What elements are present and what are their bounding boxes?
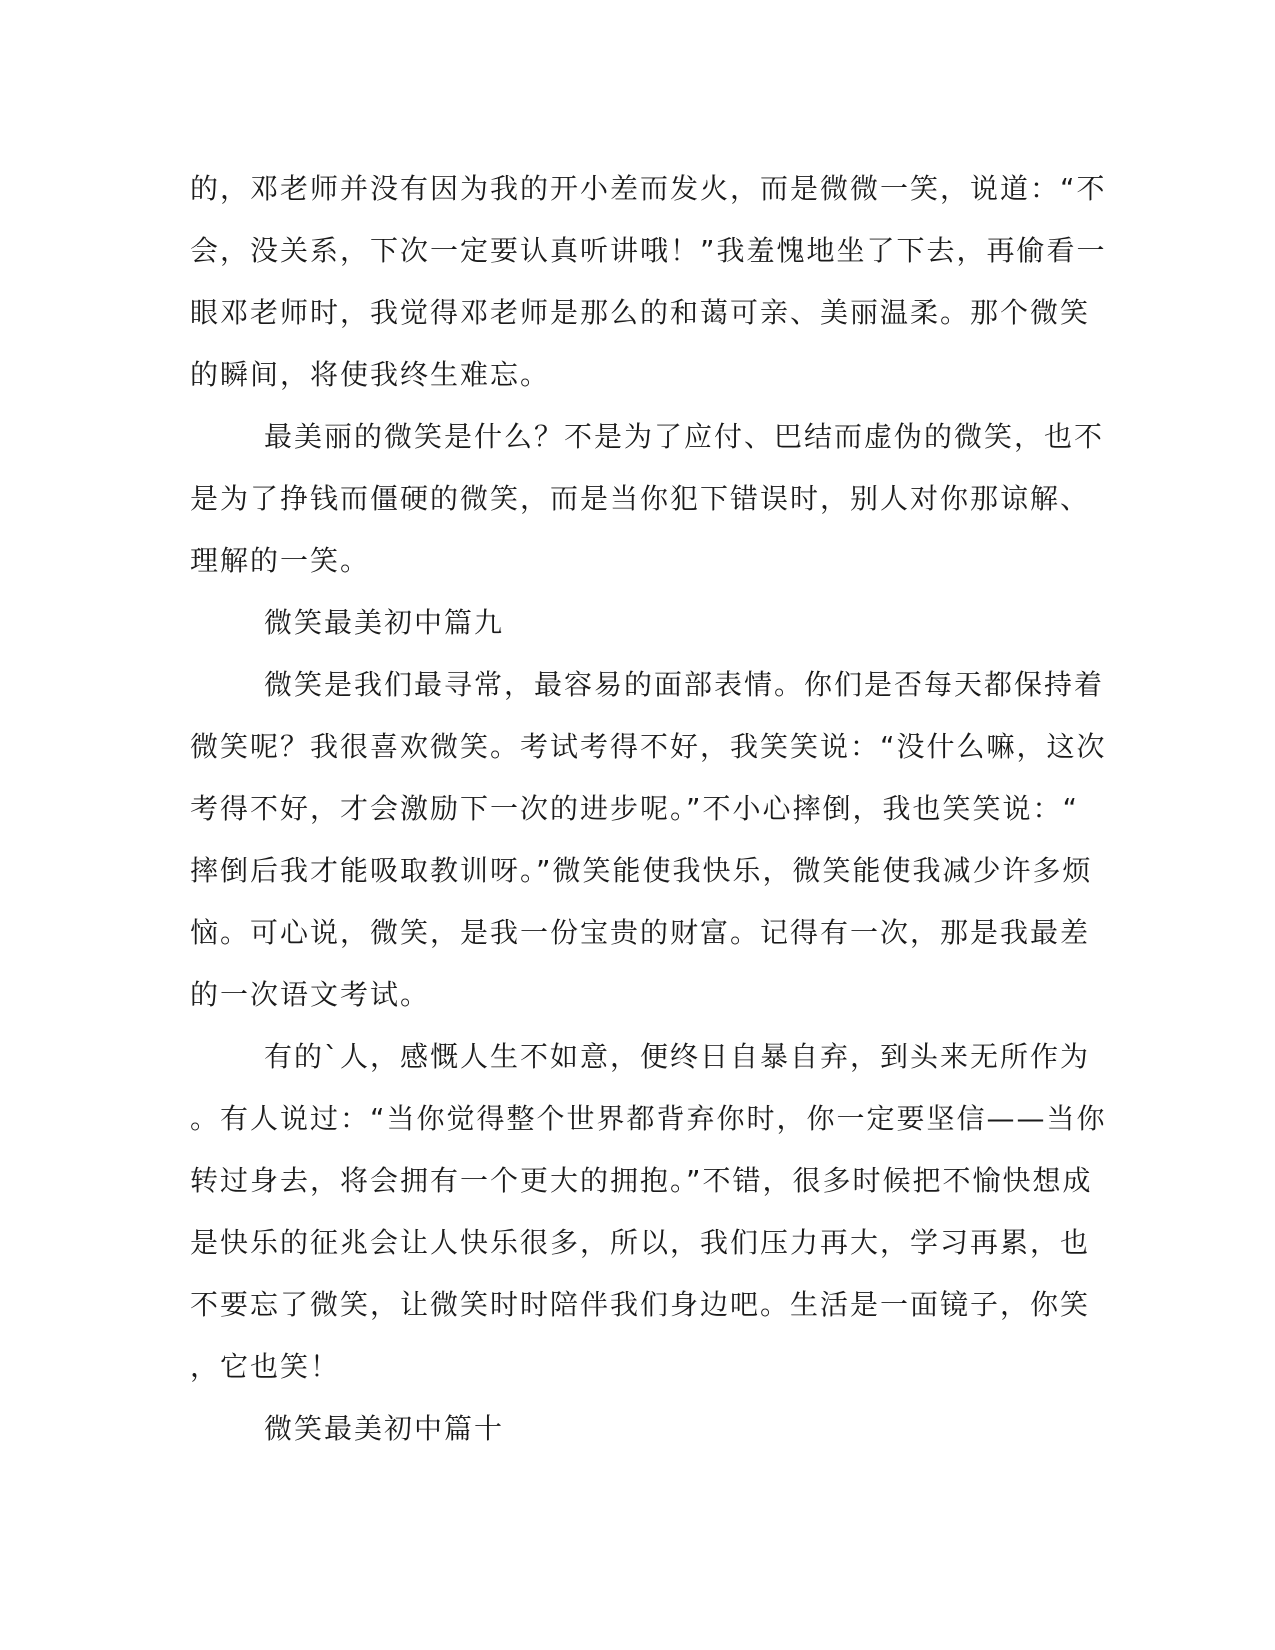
section-title: 微笑最美初中篇十 xyxy=(264,1412,505,1445)
section-heading-nine xyxy=(190,592,1090,654)
text-line: 最美丽的微笑是什么？不是为了应付、巴结而虚伪的微笑，也不 xyxy=(264,420,1105,453)
paragraph-continuation xyxy=(190,158,1107,406)
text-line: 微笑是我们最寻常，最容易的面部表情。你们是否每天都保持着 xyxy=(264,668,1105,701)
paragraph-smile-common-expression xyxy=(190,654,1107,1026)
text-line: 是快乐的征兆会让人快乐很多，所以，我们压力再大，学习再累，也 xyxy=(190,1226,1091,1259)
text-line: 的瞬间，将使我终生难忘。 xyxy=(190,358,551,391)
paragraph-life-mirror xyxy=(190,1026,1107,1398)
text-line: 眼邓老师时，我觉得邓老师是那么的和蔼可亲、美丽温柔。那个微笑 xyxy=(190,296,1091,329)
document-body xyxy=(190,158,1107,1460)
text-line: 的一次语文考试。 xyxy=(190,978,431,1011)
text-line: 考得不好，才会激励下一次的进步呢。”不小心摔倒，我也笑笑说：“ xyxy=(190,792,1080,825)
text-line: 摔倒后我才能吸取教训呀。”微笑能使我快乐，微笑能使我减少许多烦 xyxy=(190,854,1093,887)
text-line: 的，邓老师并没有因为我的开小差而发火，而是微微一笑，说道：“不 xyxy=(190,172,1107,205)
text-line: 会，没关系，下次一定要认真听讲哦！”我羞愧地坐了下去，再偷看一 xyxy=(190,234,1107,267)
section-title: 微笑最美初中篇九 xyxy=(264,606,505,639)
text-line: 有的`人，感慨人生不如意，便终日自暴自弃，到头来无所作为 xyxy=(264,1040,1091,1073)
text-line: 不要忘了微笑，让微笑时时陪伴我们身边吧。生活是一面镜子，你笑 xyxy=(190,1288,1091,1321)
text-line: 是为了挣钱而僵硬的微笑，而是当你犯下错误时，别人对你那谅解、 xyxy=(190,482,1091,515)
text-line: 转过身去，将会拥有一个更大的拥抱。”不错，很多时候把不愉快想成 xyxy=(190,1164,1093,1197)
text-line: 理解的一笑。 xyxy=(190,544,371,577)
text-line: 微笑呢？我很喜欢微笑。考试考得不好，我笑笑说：“没什么嘛，这次 xyxy=(190,730,1107,763)
text-line: 恼。可心说，微笑，是我一份宝贵的财富。记得有一次，那是我最差 xyxy=(190,916,1091,949)
text-line: 。有人说过：“当你觉得整个世界都背弃你时，你一定要坚信——当你 xyxy=(190,1102,1107,1135)
text-line: ，它也笑！ xyxy=(190,1350,341,1383)
paragraph-most-beautiful-smile xyxy=(190,406,1105,592)
section-heading-ten xyxy=(190,1398,1090,1460)
